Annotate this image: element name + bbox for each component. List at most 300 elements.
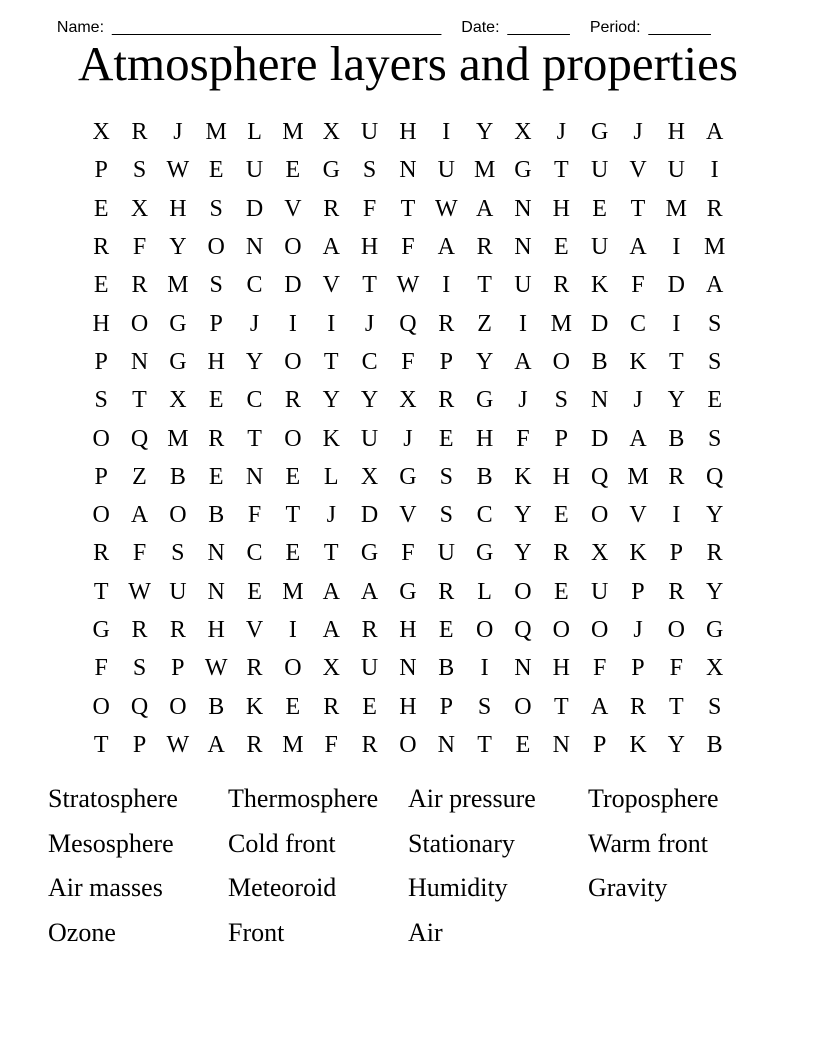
grid-letter: T xyxy=(553,693,569,720)
grid-letter: W xyxy=(396,272,420,299)
grid-letter: T xyxy=(132,387,147,414)
word-list-item: Humidity xyxy=(408,873,508,903)
grid-letter: E xyxy=(285,540,301,567)
grid-letter: N xyxy=(437,731,455,758)
grid-letter: G xyxy=(399,463,417,490)
grid-row xyxy=(82,304,734,342)
grid-letter: J xyxy=(326,502,336,529)
grid-letter: P xyxy=(132,731,147,758)
grid-letter: R xyxy=(323,693,340,720)
grid-letter: T xyxy=(285,502,301,529)
grid-letter: H xyxy=(207,617,225,643)
grid-letter: D xyxy=(245,195,264,222)
grid-letter: N xyxy=(590,387,609,414)
grid-letter: X xyxy=(92,119,110,146)
grid-letter: S xyxy=(554,387,568,414)
grid-letter: R xyxy=(706,195,723,222)
grid-letter: H xyxy=(399,119,417,146)
grid-letter: R xyxy=(668,578,685,605)
grid-letter: T xyxy=(477,272,492,299)
word-list-item: Warm front xyxy=(588,828,708,858)
grid-letter: A xyxy=(437,234,455,261)
grid-letter: M xyxy=(282,119,304,146)
grid-letter: M xyxy=(473,157,496,184)
grid-row xyxy=(82,266,734,304)
grid-letter: Y xyxy=(667,731,685,758)
grid-letter: Y xyxy=(245,348,264,375)
grid-letter: Y xyxy=(169,234,187,261)
grid-letter: I xyxy=(327,310,336,337)
grid-letter: T xyxy=(93,731,109,758)
grid-letter: G xyxy=(475,540,494,567)
grid-letter: A xyxy=(629,234,647,261)
grid-letter: P xyxy=(631,655,645,682)
grid-letter: J xyxy=(518,387,528,414)
grid-letter: C xyxy=(246,272,263,299)
grid-letter: G xyxy=(475,387,494,414)
grid-letter: R xyxy=(553,272,570,299)
grid-letter: U xyxy=(667,157,685,184)
grid-letter: O xyxy=(130,310,149,337)
grid-letter: S xyxy=(171,540,185,567)
grid-letter: A xyxy=(706,272,724,299)
grid-letter: B xyxy=(591,348,608,375)
grid-row xyxy=(82,534,734,572)
grid-letter: G xyxy=(706,617,724,643)
grid-letter: P xyxy=(439,348,453,375)
grid-letter: C xyxy=(246,540,263,567)
grid-letter: R xyxy=(93,234,110,261)
grid-letter: R xyxy=(246,731,263,758)
grid-letter: R xyxy=(131,272,148,299)
grid-letter: K xyxy=(629,348,647,375)
word-list-item: Front xyxy=(228,918,285,948)
grid-letter: Q xyxy=(706,463,724,490)
grid-letter: Q xyxy=(399,310,417,337)
grid-letter: T xyxy=(247,425,262,452)
grid-letter: E xyxy=(515,731,531,758)
word-list-item: Meteoroid xyxy=(228,873,337,903)
grid-letter: P xyxy=(439,693,453,720)
grid-letter: M xyxy=(167,272,189,299)
grid-letter: X xyxy=(514,119,532,146)
grid-letter: J xyxy=(249,310,260,337)
grid-letter: F xyxy=(401,234,415,261)
grid-letter: J xyxy=(173,119,183,146)
grid-letter: D xyxy=(667,272,685,299)
grid-row xyxy=(82,458,734,496)
grid-letter: B xyxy=(438,655,455,682)
grid-letter: D xyxy=(590,310,609,337)
grid-letter: M xyxy=(205,119,227,146)
grid-letter: A xyxy=(706,119,724,146)
grid-letter: V xyxy=(629,502,647,529)
grid-letter: S xyxy=(707,693,722,720)
grid-letter: G xyxy=(514,157,532,184)
grid-letter: H xyxy=(92,310,110,337)
grid-letter: Z xyxy=(132,463,147,490)
grid-letter: O xyxy=(514,693,532,720)
grid-letter: F xyxy=(631,272,645,299)
grid-letter: B xyxy=(476,463,493,490)
grid-letter: S xyxy=(209,272,223,299)
grid-letter: I xyxy=(288,617,297,643)
grid-letter: I xyxy=(672,310,681,337)
grid-letter: A xyxy=(629,425,647,452)
grid-letter: A xyxy=(322,578,340,605)
grid-letter: O xyxy=(399,731,417,758)
grid-letter: C xyxy=(629,310,646,337)
grid-letter: F xyxy=(516,425,530,452)
grid-letter: T xyxy=(93,578,109,605)
grid-letter: O xyxy=(514,578,532,605)
word-list-item: Air pressure xyxy=(408,784,536,813)
grid-letter: E xyxy=(93,272,109,299)
grid-letter: O xyxy=(92,693,110,720)
grid-letter: S xyxy=(362,157,377,184)
grid-letter: R xyxy=(553,540,570,567)
grid-letter: F xyxy=(132,234,147,261)
grid-row xyxy=(82,419,734,457)
grid-letter: P xyxy=(631,578,645,605)
grid-letter: O xyxy=(590,617,609,643)
grid-row xyxy=(82,151,734,189)
grid-letter: E xyxy=(208,387,224,414)
grid-letter: O xyxy=(92,425,110,452)
grid-letter: A xyxy=(322,234,340,261)
grid-letter: K xyxy=(514,463,532,490)
grid-letter: D xyxy=(284,272,302,299)
grid-row xyxy=(82,381,734,419)
grid-letter: E xyxy=(285,463,301,490)
grid-letter: A xyxy=(514,348,532,375)
grid-letter: N xyxy=(130,348,149,375)
grid-letter: R xyxy=(361,617,378,643)
grid-letter: T xyxy=(400,195,416,222)
grid-row xyxy=(82,573,734,611)
grid-letter: H xyxy=(207,348,225,375)
grid-letter: H xyxy=(399,617,417,643)
grid-letter: G xyxy=(169,348,187,375)
grid-letter: N xyxy=(245,234,264,261)
grid-letter: I xyxy=(288,310,297,337)
grid-letter: U xyxy=(169,578,187,605)
grid-letter: I xyxy=(442,119,451,146)
grid-letter: G xyxy=(590,119,609,146)
grid-letter: R xyxy=(706,540,723,567)
grid-letter: V xyxy=(284,195,302,222)
grid-letter: S xyxy=(94,387,108,414)
grid-row xyxy=(82,190,734,228)
grid-letter: A xyxy=(475,195,494,222)
grid-letter: O xyxy=(590,502,609,529)
grid-letter: W xyxy=(166,157,190,184)
word-list-item: Cold front xyxy=(228,828,336,858)
word-list-item: Stationary xyxy=(408,828,515,858)
grid-letter: X xyxy=(169,387,187,414)
word-list-item: Gravity xyxy=(588,873,668,903)
grid-row xyxy=(82,726,734,764)
grid-letter: N xyxy=(245,463,264,490)
grid-letter: J xyxy=(633,387,643,414)
grid-letter: X xyxy=(590,540,609,567)
grid-letter: E xyxy=(438,425,454,452)
grid-letter: U xyxy=(437,157,455,184)
date-blank: _______ xyxy=(507,19,570,36)
grid-letter: E xyxy=(707,387,722,414)
grid-letter: Y xyxy=(514,502,532,529)
grid-letter: J xyxy=(364,310,375,337)
grid-letter: U xyxy=(360,119,379,146)
grid-letter: I xyxy=(518,310,527,337)
grid-letter: G xyxy=(169,310,187,337)
grid-letter: X xyxy=(130,195,149,222)
grid-letter: M xyxy=(627,463,649,490)
grid-letter: F xyxy=(247,502,262,529)
grid-letter: S xyxy=(132,655,147,682)
grid-letter: I xyxy=(442,272,451,299)
grid-letter: C xyxy=(476,502,493,529)
grid-letter: E xyxy=(285,157,301,184)
word-list xyxy=(48,780,768,959)
grid-letter: M xyxy=(167,425,189,452)
grid-letter: N xyxy=(514,234,532,261)
grid-letter: U xyxy=(360,655,379,682)
grid-letter: K xyxy=(629,731,647,758)
grid-row xyxy=(82,113,734,151)
grid-letter: R xyxy=(438,578,455,605)
grid-letter: A xyxy=(590,693,609,720)
grid-letter: T xyxy=(630,195,646,222)
grid-letter: L xyxy=(247,119,262,146)
grid-letter: S xyxy=(439,502,453,529)
grid-letter: T xyxy=(323,540,339,567)
grid-letter: S xyxy=(707,425,722,452)
grid-letter: D xyxy=(590,425,609,452)
grid-letter: S xyxy=(707,348,722,375)
grid-letter: R xyxy=(361,731,378,758)
date-label: Date: xyxy=(461,19,500,36)
grid-letter: T xyxy=(668,693,684,720)
page-title: Atmosphere layers and properties xyxy=(78,36,738,91)
grid-letter: D xyxy=(360,502,379,529)
word-list-item: Mesosphere xyxy=(48,828,174,858)
grid-letter: J xyxy=(633,119,643,146)
grid-letter: Y xyxy=(322,387,340,414)
grid-letter: R xyxy=(668,463,685,490)
grid-letter: M xyxy=(282,731,304,758)
grid-letter: O xyxy=(475,617,494,643)
grid-letter: H xyxy=(475,425,494,452)
grid-letter: Y xyxy=(475,348,494,375)
grid-letter: P xyxy=(94,157,108,184)
grid-letter: H xyxy=(552,655,570,682)
grid-letter: E xyxy=(362,693,377,720)
grid-letter: F xyxy=(592,655,607,682)
grid-letter: R xyxy=(284,387,301,414)
grid-letter: S xyxy=(477,693,492,720)
grid-letter: I xyxy=(672,234,681,261)
grid-letter: F xyxy=(362,195,377,222)
grid-letter: E xyxy=(553,578,569,605)
grid-letter: I xyxy=(710,157,719,184)
grid-letter: U xyxy=(437,540,455,567)
grid-letter: O xyxy=(169,693,187,720)
period-blank: _______ xyxy=(648,19,711,36)
grid-letter: O xyxy=(284,234,302,261)
grid-letter: A xyxy=(130,502,149,529)
grid-letter: U xyxy=(360,425,379,452)
grid-letter: T xyxy=(477,731,492,758)
grid-letter: N xyxy=(514,195,532,222)
grid-letter: H xyxy=(552,195,570,222)
grid-letter: A xyxy=(207,731,225,758)
grid-letter: U xyxy=(590,157,609,184)
grid-letter: R xyxy=(131,119,148,146)
word-search-grid xyxy=(82,113,734,764)
grid-letter: N xyxy=(207,540,225,567)
grid-letter: U xyxy=(590,234,609,261)
grid-letter: B xyxy=(668,425,685,452)
grid-letter: F xyxy=(132,540,147,567)
grid-letter: P xyxy=(592,731,607,758)
grid-letter: T xyxy=(362,272,377,299)
grid-letter: F xyxy=(401,348,415,375)
grid-letter: H xyxy=(360,234,379,261)
grid-letter: M xyxy=(704,234,726,261)
grid-letter: N xyxy=(514,655,532,682)
grid-letter: F xyxy=(324,731,338,758)
word-list-item: Stratosphere xyxy=(48,784,178,813)
grid-letter: R xyxy=(629,693,646,720)
grid-letter: L xyxy=(477,578,492,605)
grid-letter: T xyxy=(553,157,569,184)
grid-letter: Y xyxy=(706,502,724,529)
grid-letter: S xyxy=(439,463,453,490)
grid-letter: V xyxy=(322,272,340,299)
grid-letter: O xyxy=(169,502,187,529)
grid-letter: R xyxy=(246,655,263,682)
word-list-item: Air xyxy=(408,918,443,948)
grid-letter: U xyxy=(514,272,532,299)
grid-letter: O xyxy=(552,617,570,643)
grid-letter: E xyxy=(592,195,607,222)
grid-letter: X xyxy=(706,655,724,682)
grid-letter: J xyxy=(403,425,413,452)
grid-letter: X xyxy=(399,387,417,414)
grid-letter: X xyxy=(360,463,379,490)
grid-letter: J xyxy=(556,119,566,146)
grid-letter: P xyxy=(209,310,223,337)
grid-letter: E xyxy=(93,195,109,222)
grid-letter: K xyxy=(245,693,264,720)
grid-letter: Y xyxy=(514,540,532,567)
grid-letter: R xyxy=(169,617,186,643)
grid-letter: F xyxy=(401,540,415,567)
grid-letter: W xyxy=(128,578,151,605)
grid-letter: O xyxy=(284,348,302,375)
grid-letter: B xyxy=(208,502,225,529)
word-list-item: Thermosphere xyxy=(228,784,379,813)
grid-letter: S xyxy=(707,310,722,337)
grid-letter: G xyxy=(360,540,379,567)
grid-letter: R xyxy=(131,617,148,643)
grid-letter: Y xyxy=(667,387,685,414)
word-list-item: Ozone xyxy=(48,918,116,948)
grid-letter: Q xyxy=(514,617,532,643)
grid-letter: O xyxy=(284,655,302,682)
grid-letter: E xyxy=(285,693,301,720)
grid-letter: V xyxy=(629,157,647,184)
grid-letter: O xyxy=(552,348,570,375)
grid-letter: P xyxy=(669,540,683,567)
grid-letter: B xyxy=(169,463,186,490)
grid-letter: H xyxy=(667,119,685,146)
grid-letter: F xyxy=(669,655,683,682)
grid-letter: N xyxy=(399,655,417,682)
grid-letter: K xyxy=(590,272,609,299)
grid-letter: S xyxy=(209,195,223,222)
grid-letter: T xyxy=(323,348,339,375)
grid-letter: Y xyxy=(475,119,494,146)
grid-letter: I xyxy=(480,655,489,682)
grid-letter: W xyxy=(204,655,228,682)
grid-letter: L xyxy=(323,463,339,490)
grid-letter: R xyxy=(323,195,340,222)
grid-letter: P xyxy=(94,348,108,375)
grid-letter: R xyxy=(93,540,110,567)
grid-letter: M xyxy=(282,578,304,605)
grid-letter: E xyxy=(247,578,262,605)
grid-letter: N xyxy=(399,157,417,184)
name-blank: _____________________________________ xyxy=(112,19,442,36)
name-label: Name: xyxy=(56,19,105,36)
header-fields xyxy=(48,0,711,38)
grid-letter: W xyxy=(434,195,458,222)
grid-letter: K xyxy=(322,425,340,452)
grid-letter: K xyxy=(629,540,647,567)
grid-letter: P xyxy=(94,463,108,490)
grid-letter: W xyxy=(166,731,190,758)
grid-letter: N xyxy=(207,578,225,605)
grid-row xyxy=(82,343,734,381)
grid-letter: G xyxy=(92,617,110,643)
grid-letter: R xyxy=(438,310,455,337)
grid-letter: G xyxy=(399,578,417,605)
grid-row xyxy=(82,496,734,534)
word-list-item: Air masses xyxy=(48,873,163,903)
grid-letter: C xyxy=(246,387,263,414)
grid-letter: E xyxy=(438,617,454,643)
grid-letter: O xyxy=(92,502,110,529)
grid-letter: I xyxy=(672,502,681,529)
grid-letter: E xyxy=(553,502,569,529)
grid-letter: O xyxy=(207,234,225,261)
grid-letter: U xyxy=(245,157,264,184)
grid-letter: V xyxy=(245,617,264,643)
grid-row xyxy=(82,611,734,649)
grid-row xyxy=(82,228,734,266)
grid-letter: A xyxy=(322,617,340,643)
period-label: Period: xyxy=(589,19,641,36)
grid-letter: S xyxy=(132,157,147,184)
grid-letter: A xyxy=(360,578,379,605)
grid-letter: E xyxy=(208,463,224,490)
grid-row xyxy=(82,649,734,687)
grid-letter: Y xyxy=(706,578,724,605)
grid-letter: B xyxy=(706,731,723,758)
grid-letter: U xyxy=(590,578,609,605)
